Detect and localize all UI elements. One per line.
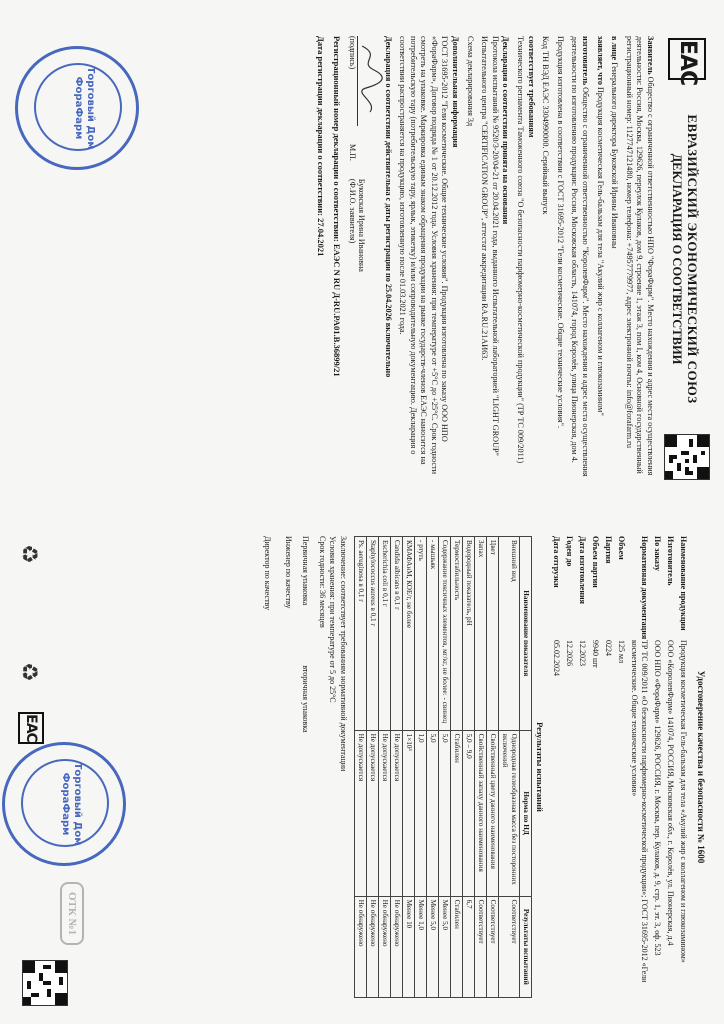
table-cell: Ps. aeruginosa в 0,1 г [355,537,367,731]
storage-line: Условия хранения: при температуре от 5 до 25°С [328,536,338,703]
person-paragraph: в лице Генерального директора Буковской Ирины Ивановны [610,36,620,249]
field-row: Объем партии 9940 шт [591,536,600,668]
signatures [264,536,294,998]
field-row: Нормативная документация ТР ТС 009/2011 «О безопасности парфюмерно-косметической продукции»; ГОСТ 31695-2012 «Гели косметические. Общие технические условия» [630,536,649,983]
table-row [487,537,499,998]
table-cell: 6,7 [463,896,475,997]
table-cell: Escherichia coli в 0,1 г [379,537,391,731]
table-cell: Соответствует [499,896,520,997]
certificate-header: Удостоверение качества и безопасности № 1600 [696,670,706,864]
table-cell: Staphylococcus aureus в 0,1 г [367,537,379,731]
table-cell: Не обнаружено [355,896,367,997]
field-row: По заказу ООО НПО «ФорaФарм» 129626, РОССИЯ, г. Москва, пер. Кулаков, д. 9, стр. 1, эт. 3, оф. 523 [653,536,662,956]
table-cell: Свойственный цвету данного наименования [487,730,499,896]
results-title: Результаты испытаний [535,722,545,812]
field-row: Годен до 12.2026 [565,536,574,666]
table-cell: 5,0 [427,730,439,896]
table-cell: Менее 1,0 [415,896,427,997]
recycle-icon-2: ♻ [17,662,42,682]
quality-engineer: Инженер по качеству [284,536,294,609]
table-row [355,537,367,998]
table-cell: КМАФАнМ, КОЕ/г, не более [403,537,415,731]
qr-code-icon-2 [22,960,68,1006]
customs-code: Код ТН ВЭД ЕАЭС 3304990000. Серийный выпуск [541,36,551,215]
scheme: Схема декларирования 3д [465,36,475,127]
table-cell: Цвет [487,537,499,731]
maker-paragraph: изготовитель Общество с ограниченной ответственностью "КоролевФарм". Место нахождения и адрес места осуществления деятельности по изготовлению продукции: Россия, Московская область, 141074, город Королёв, улица Пионерская, дом 4. [570,36,591,477]
table-cell: Термостабильность [451,537,463,731]
table-cell: Стабилен [451,896,463,997]
recycle-icon: ♻ [17,544,42,564]
table-cell: 5,0 – 9,0 [463,730,475,896]
results-table [354,536,532,998]
field-row: Дата изготовления 12.2023 [578,536,587,666]
company-stamp-2: Торговый Дом ФораФарм [2,742,126,866]
table-cell: - мышьяк [427,537,439,731]
table-cell: Соответствует [487,896,499,997]
table-cell: Водородный показатель, pH [463,537,475,731]
table-cell: Запах [475,537,487,731]
sign-mp: М.П. [347,144,357,161]
conclusion [317,536,349,998]
table-cell: Содержание токсичных элементов, мг/кг, не более: - свинец [439,537,451,731]
reg-date: Дата регистрации декларации о соответствии: 27.04.2021 [315,36,326,257]
table-cell: Не обнаружено [367,896,379,997]
table-cell: Стабилен [451,730,463,896]
declares-paragraph: заявляет, что Продукция косметическая Гель-бальзам для тела "Акулий жир с коллагеном и глюкозамином" [595,36,605,416]
col-header: Норма по НД [520,730,532,896]
table-cell: 1×10³ [403,730,415,896]
table-row [463,537,475,998]
table-row [391,537,403,998]
table-row [379,537,391,998]
product-standard: Продукция изготовлена в соответствии с ГОСТ 31695-2012 "Гели косметические. Общие технические условия". [555,36,565,428]
table-cell: Менее 5,0 [427,896,439,997]
table-row [403,537,415,998]
col-header: Результаты испытаний [520,896,532,997]
table-cell: 1,0 [415,730,427,896]
field-row: Дата отгрузки 05.02.2024 [552,536,561,676]
table-cell: - ртуть [415,537,427,731]
field-row: Наименование продукции Продукция косметическая Гель-бальзам для тела «Акулий жир с коллагеном и глюкозамином» [679,536,688,963]
table-cell: Candida albicans в 0,1 г [391,537,403,731]
table-row [415,537,427,998]
table-row [451,537,463,998]
table-cell: Свойственный запаху данного наименования [475,730,487,896]
certificate-fields [551,536,688,998]
table-row [475,537,487,998]
shelf-life-line: Срок годности: 36 месяцев [318,536,327,628]
table-row [439,537,451,998]
conclusion-line: Заключение: соответствует требованиям нормативной документации [339,536,348,772]
signature-scribble-icon [356,44,384,114]
applicant-paragraph: Заявитель Общество с ограниченной ответственностью НПО "ФорaФарм". Место нахождения и адрес места осуществления деятельности: Россия, Москва, 129626, переулок Кулаков, дом 9, строение 1, этаж 3, пом I, ком 4, Основной государственный регистрационный номер: 1127747121480, номер телефона: +74957779977, адрес электронной почты: info@forafarm.ru [624,36,655,476]
primary-pack: Первичная упаковка [301,536,311,606]
table-cell: Однородная гелеобразная масса без посторонних включений [499,730,520,896]
eac-mark-small-icon: EAC [18,712,44,744]
signature-hint: (подпись) [347,36,357,70]
reg-number: Регистрационный номер декларации о соответствии: ЕАЭС N RU Д-RU.PA01.B.36899/21 [331,36,342,377]
signature-row [348,36,374,482]
sign-name: Буковская Ирина Ивановна [356,178,366,272]
col-header: Наименование показателя [520,537,532,731]
sign-name-hint: (Ф.И.О. заявителя) [347,178,357,244]
eac-mark-icon: EAC [668,38,706,80]
basis-paragraph: Декларация о соответствии принята на основании Протокола испытаний № 9520/3-20/04-21 от 20.04.2021 года, выданного Испытательной лабораторией "LIGHT GROUP" Испытательного центра "CERTIFICATION GROUP", аттестат аккредитации RA.RU.21АИ63. [480,36,511,456]
table-cell: Не обнаружено [379,896,391,997]
qr-code-icon [664,434,710,480]
signature-line [357,36,374,126]
table-cell: Не обнаружено [391,896,403,997]
validity: Декларация о соответствии действительна с даты регистрации по 25.04.2026 включительно [383,36,393,378]
table-cell: Менее 5,0 [439,896,451,997]
table-cell: 5,0 [439,730,451,896]
field-row: Изготовитель ООО «КоролевФарм» 141074, РОССИЯ, Московская обл., г. Королёв, ул. Пионерская, д.4 [666,536,675,946]
otk-stamp: ОТК №1 [60,882,84,945]
table-cell: Менее 10 [403,896,415,997]
quality-director: Директор по качеству [263,536,273,611]
union-title: ЕВРАЗИЙСКИЙ ЭКОНОМИЧЕСКИЙ СОЮЗ [685,114,700,404]
company-stamp: Торговый Дом ФораФарм [15,46,139,170]
table-row [427,537,439,998]
table-cell: Не допускается [379,730,391,896]
field-row: Объем 125 мл [617,536,626,664]
table-cell: Не допускается [391,730,403,896]
table-row [499,537,520,998]
table-cell: Не допускается [367,730,379,896]
table-header-row [520,537,532,998]
table-row [367,537,379,998]
packaging-row [302,536,311,998]
field-row: Партия 0224 [604,536,613,656]
secondary-pack: вторичная упаковка [301,665,311,733]
table-cell: Не допускается [355,730,367,896]
declaration-title: ДЕКЛАРАЦИЯ О СООТВЕТСТВИИ [670,153,684,365]
complies-paragraph: соответствует требованиям Технического регламента Таможенного союза "О безопасности парфюмерно-косметической продукции" (ТР ТС 009/2011) [516,36,536,464]
table-cell: Внешний вид [499,537,520,731]
quality-certificate-page [0,512,724,1024]
table-cell: Соответствует [475,896,487,997]
extra-paragraph: Дополнительная информация ГОСТ 31695-2012 "Гели косметические. Общие технические условия". Продукция изготовлена по заказу ООО НПО «ФорaФарм», Договор подряда № 1 от 20.12.2012 года. Условия хранения: при температуре от +5°С до +25°С. Срок годности смотреть на упаковке. Маркировка единым знаком обращения продукции на рынке государств-членов ЕАЭС наносится на потребительскую тару (потребительскую тару, ярлык, этикетку) и/или сопроводительную документацию. Декларация о соответствии распространяется на продукцию, изготовленную после 01.03.2021 года. [398,36,461,475]
